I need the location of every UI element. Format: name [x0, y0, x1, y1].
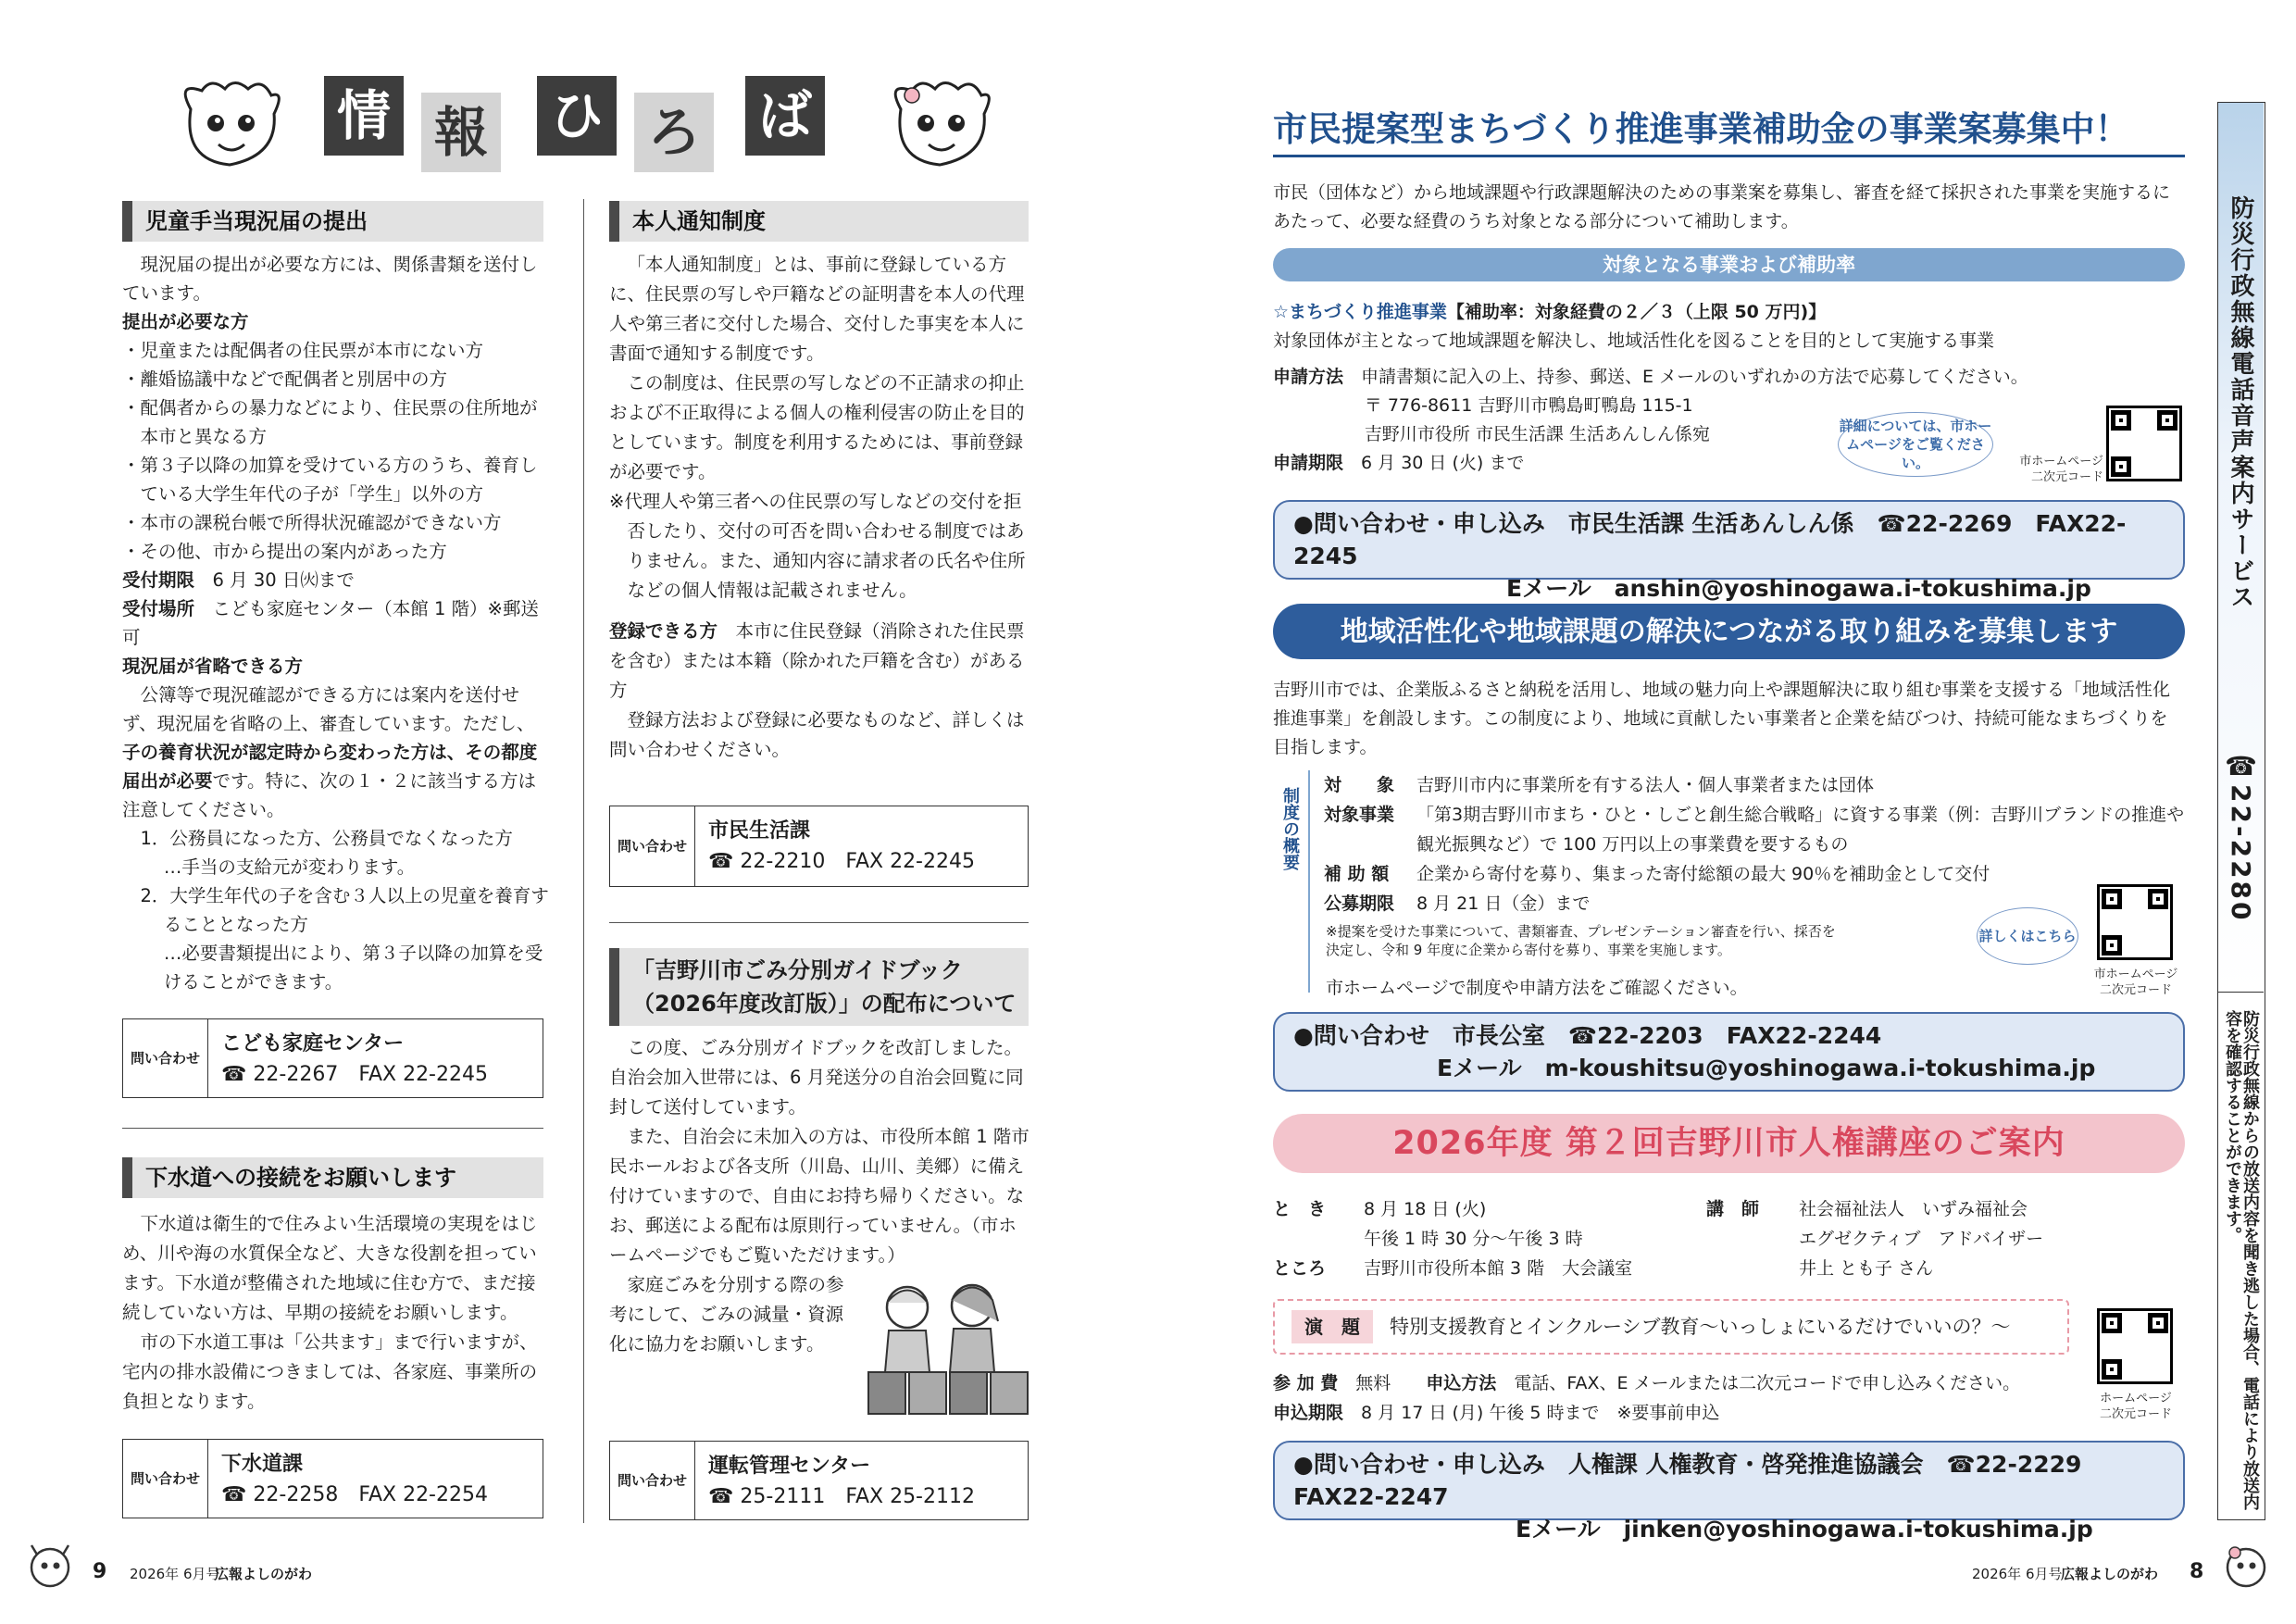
honnin-section-title: 本人通知制度: [609, 201, 1029, 242]
jinken-toki2: 午後 1 時 30 分～午後 3 時: [1364, 1229, 1583, 1249]
jidou-inquiry-name: こども家庭センター: [221, 1032, 405, 1056]
honnin-inquiry-box: [609, 806, 1029, 887]
gesui-p2: 市の下水道工事は「公共ます」まで行いますが、宅内の排水設備につきましては、各家庭、事業所の負担となります。: [122, 1331, 538, 1412]
qr-caption-line2: 二次元コード: [2099, 1407, 2172, 1421]
footer-left-issue: 2026年 6月号: [130, 1566, 220, 1582]
machi-intro: 市民（団体など）から地域課題や行政課題解決のための事業案を募集し、審査を経て採択された事業を実施するにあたって、必要な経費のうち対象となる部分について補助します。: [1273, 182, 2171, 231]
jinken-limit: 8 月 17 日 (月) 午後 5 時まで ※要事前申込: [1361, 1403, 1720, 1423]
machi-method: 申請書類に記入の上、持参、郵送、E メールのいずれかの方法で応募してください。: [1361, 367, 2028, 387]
honnin-body: [609, 250, 1033, 765]
gomi-p3: 家庭ごみを分別する際の参考にして、ごみの減量・資源化に協力をお願いします。: [609, 1274, 844, 1355]
gomi-section-title: [609, 948, 1029, 1026]
qr-caption-line1: 市ホームページ: [2019, 455, 2103, 468]
machi-inquiry-email[interactable]: Eメール anshin@yoshinogawa.i-tokushima.jp: [1506, 575, 2091, 602]
chiiki-row-value-2: 「第3期吉野川市まち・ひと・しごと創生総合戦略」に資する事業（例：吉野川ブランドの推進や観光振興など）で 100 万円以上の事業費を要するもの: [1416, 805, 2185, 855]
inquiry-label: 問い合わせ: [610, 806, 695, 886]
honnin-inquiry-tel: ☎ 22-2210 FAX 22-2245: [708, 850, 975, 873]
mascot-left-icon: [174, 72, 285, 174]
chiiki-hp: 市ホームページで制度や申請方法をご確認ください。: [1326, 978, 1748, 998]
chiiki-row-label-1: 対 象: [1324, 775, 1395, 795]
machi-addr1: 〒 776-8611 吉野川市鴨島町鴨島 115-1: [1364, 395, 1693, 416]
machi-title: 市民提案型まちづくり推進事業補助金の事業案募集中！: [1273, 105, 2185, 157]
chiiki-row-label-2: 対象事業: [1324, 805, 1395, 825]
header-tile-5: ば: [745, 76, 825, 156]
gomi-inquiry-name: 運転管理センター: [708, 1455, 871, 1478]
header-tile-4: ろ: [634, 93, 714, 172]
honnin-p3: 登録方法および登録に必要なものなど、詳しくは問い合わせください。: [609, 709, 1025, 760]
header-tile-2: 報: [421, 93, 501, 172]
jidou-item-3: ・配偶者からの暴力などにより、住民票の住所地が本市と異なる方: [122, 397, 538, 447]
chiiki-note: ※提案を受けた事業について、書類審査、プレゼンテーション審査を行い、採否を決定し、令和 9 年度に企業から寄付を募り、事業を実施します。: [1326, 923, 1836, 958]
jinken-toki-label: と き: [1273, 1199, 1327, 1219]
inquiry-label: 問い合わせ: [123, 1440, 208, 1518]
chiiki-row-value-4: 8 月 21 日（金）まで: [1416, 893, 1591, 914]
chiiki-row-value-3: 企業から寄付を募り、集まった寄付総額の最大 90％を補助金として交付: [1416, 864, 1990, 884]
divider: [609, 922, 1029, 923]
gesui-inquiry-name: 下水道課: [221, 1453, 304, 1476]
machi-deadline: 6 月 30 日 (火) まで: [1361, 453, 1525, 473]
chiiki-inquiry-email[interactable]: Eメール m-koushitsu@yoshinogawa.i-tokushima.jp: [1437, 1055, 2096, 1081]
footer-right-issue: 2026年 6月号: [1972, 1566, 2063, 1582]
inquiry-label: 問い合わせ: [610, 1442, 695, 1519]
chiiki-qr-code[interactable]: [2097, 884, 2173, 960]
jidou-body: [122, 250, 550, 996]
footer-right-page: 8: [2190, 1560, 2204, 1583]
qr-caption-line1: 市ホームページ: [2093, 968, 2178, 981]
jinken-endai-box: [1273, 1299, 2069, 1355]
machi-method-label: 申請方法: [1273, 367, 1344, 387]
jidou-omit-head: 現況届が省略できる方: [122, 656, 304, 677]
gomi-title-line1: 「吉野川市ごみ分別ガイドブック: [632, 957, 963, 983]
chiiki-inquiry-line1: ●問い合わせ 市長公室 ☎22-2203 FAX22-2244: [1293, 1022, 1882, 1049]
chiiki-rows: [1324, 770, 2190, 918]
chiiki-banner: 地域活性化や地域課題の解決につながる取り組みを募集します: [1273, 604, 2185, 659]
gomi-inquiry-tel: ☎ 25-2111 FAX 25-2112: [708, 1485, 975, 1508]
header-tile-3: ひ: [537, 76, 617, 156]
machi-qr-code[interactable]: [2106, 406, 2182, 481]
machi-body: [1273, 298, 2185, 478]
gesui-section-title: 下水道への接続をお願いします: [122, 1157, 543, 1198]
jinken-banner: 2026年度 第２回吉野川市人権講座のご案内: [1273, 1114, 2185, 1173]
jinken-tokoro: 吉野川市役所本館 3 階 大会議室: [1364, 1258, 1633, 1279]
machi-addr2: 吉野川市役所 市民生活課 生活あんしん係宛: [1364, 424, 1710, 444]
gomi-inquiry-box: [609, 1441, 1029, 1520]
side-service-bar: [2217, 102, 2265, 1520]
recycling-kids-illustration: [861, 1270, 1032, 1418]
jinken-apply-label: 申込方法: [1426, 1373, 1497, 1393]
jinken-koushi-label: 講 師: [1706, 1199, 1760, 1219]
jinken-fee-label: 参 加 費: [1273, 1373, 1339, 1393]
jinken-inquiry-box: [1273, 1441, 2185, 1543]
footer-mascot-right-icon: [2222, 1542, 2270, 1590]
gesui-body: [122, 1209, 550, 1417]
honnin-p2: この制度は、住民票の写しなどの不正請求の抑止および不正取得による個人の権利侵害の防止を目的としています。制度を利用するためには、事前登録が必要です。: [609, 372, 1025, 482]
chiiki-bubble: 詳しくはこちら: [1977, 907, 2078, 965]
jidou-place: こども家庭センター（本館 1 階）※郵送可: [122, 598, 539, 648]
machi-deadline-label: 申請期限: [1273, 453, 1344, 473]
jidou-item-2: ・離婚協議中などで配偶者と別居中の方: [122, 369, 448, 390]
footer-mascot-left-icon: [26, 1542, 74, 1590]
gomi-p2: また、自治会に未加入の方は、市役所本館 1 階市民ホールおよび各支所（川島、山川、美郷）に備え付けていますので、自由にお持ち帰りください。なお、郵送による配布は原則行っていません。（市ホームページでもご覧いただけます。）: [609, 1126, 1029, 1266]
chiiki-side-label: 制度の概要: [1280, 787, 1300, 870]
jidou-case-2-sub: …必要書類提出により、第３子以降の加算を受けることができます。: [163, 943, 543, 993]
gomi-title-line2: （2026年度改訂版）」の配布について: [632, 991, 1017, 1017]
jidou-item-4: ・第３子以降の加算を受けている方のうち、養育している大学生年代の子が「学生」以外の方: [122, 455, 538, 505]
inquiry-label: 問い合わせ: [123, 1019, 208, 1097]
qr-caption-line2: 二次元コード: [2030, 470, 2103, 484]
jinken-endai-label: 演 題: [1292, 1310, 1373, 1343]
jidou-inquiry-tel: ☎ 22-2267 FAX 22-2245: [221, 1063, 488, 1086]
machi-jigyo-name: ☆まちづくり推進事業: [1273, 302, 1447, 322]
footer-left-name: 広報よしのがわ: [215, 1566, 313, 1582]
jinken-koushi3: 井上 とも子 さん: [1799, 1258, 1934, 1279]
jidou-need-head: 提出が必要な方: [122, 311, 249, 332]
jinken-endai: 特別支援教育とインクルーシブ教育～いっしょにいるだけでいいの？～: [1390, 1315, 2011, 1338]
jidou-item-1: ・児童または配偶者の住民票が本市にない方: [122, 340, 484, 361]
footer-right-name: 広報よしのがわ: [2061, 1566, 2159, 1582]
jidou-place-label: 受付場所: [122, 598, 195, 619]
machi-jigyo-desc: 対象団体が主となって地域課題を解決し、地域活性化を図ることを目的として実施する事業: [1273, 331, 1995, 351]
chiiki-row-value-1: 吉野川市内に事業所を有する法人・個人事業者または団体: [1416, 775, 1875, 795]
chiiki-inquiry-box: [1273, 1012, 2185, 1092]
qr-caption-line2: 二次元コード: [2099, 983, 2172, 997]
jinken-koushi2: エグゼクティブ アドバイザー: [1799, 1229, 2044, 1249]
jidou-section-title: 児童手当現況届の提出: [122, 201, 543, 242]
footer-left-page: 9: [93, 1560, 107, 1583]
jidou-period: 6 月 30 日㈫まで: [212, 569, 355, 591]
jinken-body: [1273, 1194, 2185, 1283]
jinken-koushi1: 社会福祉法人 いずみ福祉会: [1799, 1199, 2028, 1219]
chiiki-qr-caption: [2088, 967, 2184, 998]
chiiki-intro: 吉野川市では、企業版ふるさと納税を活用し、地域の魅力向上や課題解決に取り組む事業を支援する「地域活性化推進事業」を創設します。この制度により、地域に貢献したい事業者と企業を結びつけ、持続可能なまちづくりを目指します。: [1273, 680, 2171, 757]
machi-pill: 対象となる事業および補助率: [1273, 248, 2185, 281]
machi-inquiry-box: [1273, 500, 2185, 602]
jidou-inquiry-box: [122, 1018, 543, 1098]
divider: [122, 1128, 543, 1129]
honnin-inquiry-name: 市民生活課: [708, 819, 811, 843]
honnin-reg-label: 登録できる方: [609, 620, 718, 642]
machi-qr-caption: [2007, 454, 2103, 485]
qr-caption-line1: ホームページ: [2100, 1392, 2172, 1405]
jinken-limit-label: 申込期限: [1273, 1403, 1344, 1423]
jidou-case-1: 1．公務員になった方、公務員でなくなった方: [140, 828, 513, 849]
gesui-inquiry-box: [122, 1439, 543, 1518]
honnin-p1: 「本人通知制度」とは、事前に登録している方に、住民票の写しや戸籍などの証明書を本人の代理人や第三者に交付した場合、交付した事実を本人に書面で通知する制度です。: [609, 254, 1025, 364]
jidou-omit-2: です。特に、次の１・２に該当する方は注意してください。: [122, 770, 536, 820]
side-tel: ☎22-2280: [2226, 751, 2256, 923]
jidou-item-6: ・その他、市から提出の案内があった方: [122, 541, 447, 562]
honnin-note: ※代理人や第三者への住民票の写しなどの交付を拒否したり、交付の可否を問い合わせる制度ではありません。また、通知内容に請求者の氏名や住所などの個人情報は記載されません。: [609, 491, 1026, 601]
jinken-qr-code[interactable]: [2097, 1308, 2173, 1384]
jidou-omit-bold: 子の養育状況が認定時から変わった方は、その都度届出が必要: [122, 742, 538, 792]
side-title: 防災行政無線電話音声案内サービス: [2227, 195, 2254, 610]
chiiki-row-label-3: 補 助 額: [1324, 864, 1390, 884]
jinken-apply-method: 電話、FAX、E メールまたは二次元コードで申し込みください。: [1514, 1373, 2021, 1393]
column-divider: [583, 199, 584, 1523]
jinken-inquiry-line1: ●問い合わせ・申し込み 人権課 人権教育・啓発推進協議会 ☎22-2229 FAX22-2247: [1293, 1451, 2105, 1510]
machi-bubble: 詳細については、市ホームページをご覧ください。: [1838, 412, 1993, 477]
jinken-apply: [1273, 1368, 2088, 1428]
jinken-toki1: 8 月 18 日 (火): [1364, 1199, 1487, 1219]
jinken-inquiry-email[interactable]: Eメール jinken@yoshinogawa.i-tokushima.jp: [1516, 1516, 2093, 1543]
gesui-inquiry-tel: ☎ 22-2258 FAX 22-2254: [221, 1483, 488, 1506]
gomi-p1: この度、ごみ分別ガイドブックを改訂しました。自治会加入世帯には、6 月発送分の自治会回覧に同封して送付しています。: [609, 1037, 1024, 1118]
machi-inquiry-line1: ●問い合わせ・申し込み 市民生活課 生活あんしん係 ☎22-2269 FAX22-2245: [1293, 510, 2127, 569]
jinken-qr-caption: [2088, 1391, 2184, 1422]
jidou-item-5: ・本市の課税台帳で所得状況確認ができない方: [122, 512, 502, 533]
header-tile-1: 情: [324, 76, 404, 156]
jinken-fee: 無料: [1355, 1373, 1391, 1393]
jidou-omit-1: 公簿等で現況確認ができる方には案内を送付せず、現況届を省略の上、審査しています。ただし、: [122, 684, 535, 734]
chiiki-row-label-4: 公募期限: [1324, 893, 1395, 914]
mascot-right-icon: [884, 72, 995, 174]
honnin-reg: 本市に住民登録（消除された住民票を含む）または本籍（除かれた戸籍を含む）がある方: [609, 620, 1025, 701]
jidou-case-2: 2．大学生年代の子を含む３人以上の児童を養育することとなった方: [140, 885, 549, 935]
jidou-period-label: 受付期限: [122, 569, 195, 591]
jidou-case-1-sub: …手当の支給元が変わります。: [163, 856, 416, 878]
jidou-intro: 現況届の提出が必要な方には、関係書類を送付しています。: [122, 254, 538, 304]
machi-jigyo-rate: 【補助率：対象経費の２／３（上限 50 万円)】: [1446, 302, 1827, 322]
jinken-tokoro-label: ところ: [1273, 1258, 1327, 1279]
side-desc: 防災行政無線からの放送内容を聞き逃した場合、電話により放送内容を確認することができます。: [2223, 1010, 2260, 1510]
gesui-p1: 下水道は衛生的で住みよい生活環境の実現をはじめ、川や海の水質保全など、大きな役割を担っています。下水道が整備された地域に住む方で、まだ接続していない方は、早期の接続をお願いします。: [122, 1213, 538, 1323]
